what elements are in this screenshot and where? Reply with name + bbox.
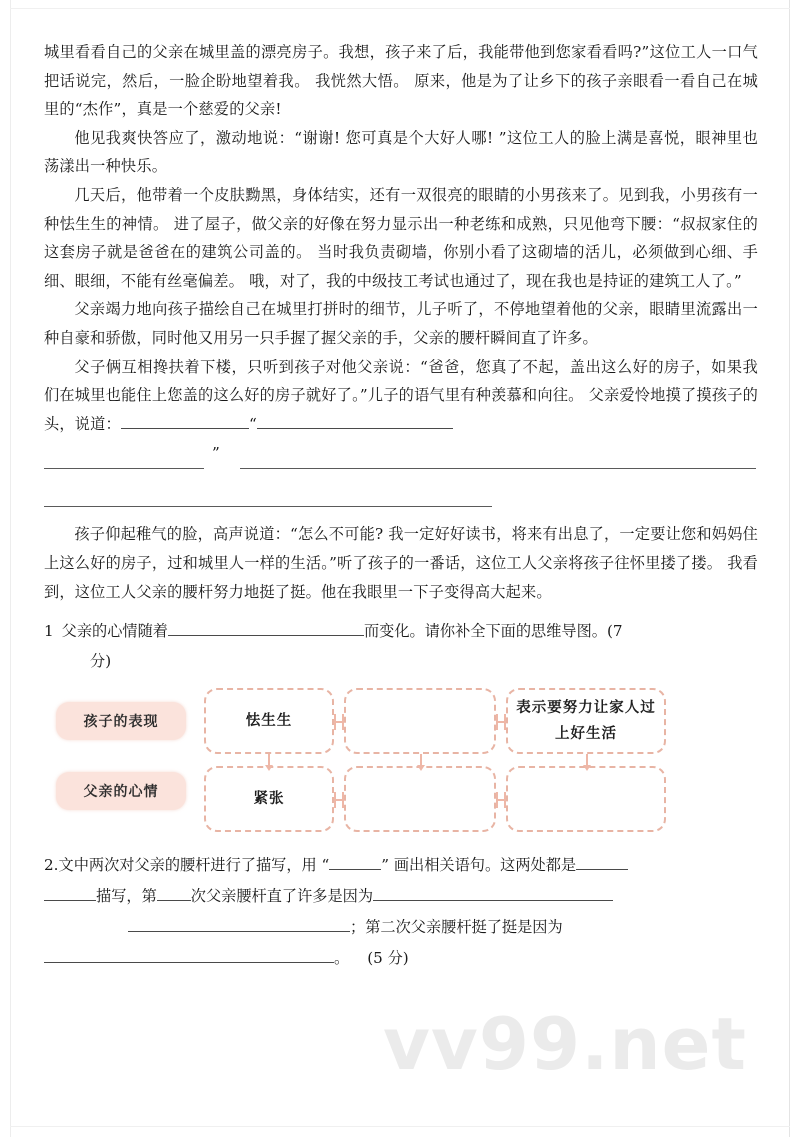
mind-map-diagram [44,688,756,840]
answer-rule[interactable] [44,468,204,469]
passage-paragraph-with-blank [44,353,758,439]
question-2-blank[interactable] [44,885,96,901]
passage-paragraph: 他见我爽快答应了，激动地说：“谢谢! 您可真是个大好人哪! ”这位工人的脸上满是喜悦，眼神里也荡漾出一种快乐。 [44,128,758,176]
question-1 [44,616,758,676]
question-2-blank[interactable] [128,916,350,932]
connector-child-2-to-3 [496,721,506,723]
question-1-text-before: 父亲的心情随着 [61,622,168,641]
close-quote: ” [212,444,220,463]
row-label-father: 父亲的心情 [56,772,186,810]
passage-paragraph: 几天后，他带着一个皮肤黝黑，身体结实，还有一双很亮的眼睛的小男孩来了。见到我，小男孩有一种怯生生的神情。 进了屋子，做父亲的好像在努力显示出一种老练和成熟，只见他弯下腰：“叔叔家住的这套房子就是爸爸在的建筑公司盖的。 当时我负责砌墙，你别小看了这砌墙的活儿，必须做到心细、手细、眼细，不能有丝毫偏差。 哦，对了，我的中级技工考试也通过了，现在我也是持证的建筑工人了。” [44,185,758,290]
passage-paragraph: 父亲竭力地向孩子描绘自己在城里打拼时的细节，儿子听了，不停地望着他的父亲，眼睛里流露出一种自豪和骄傲，同时他又用另一只手握了握父亲的手，父亲的腰杆瞬间直了许多。 [44,300,758,347]
answer-rule[interactable] [44,506,492,507]
row-label-child: 孩子的表现 [56,702,186,740]
question-2-blank[interactable] [44,947,334,963]
question-2-seg4: 次父亲腰杆直了许多是因为 [190,887,373,906]
diagram-node-child-1[interactable]: 怯生生 [204,688,334,754]
connector-father-2-to-3 [496,799,506,801]
answer-rule[interactable] [240,468,756,469]
question-2-line-4 [44,943,758,974]
question-2-line-2 [44,881,758,912]
question-1-number: 1 [44,622,54,641]
arrow-child-2-to-father-2 [420,754,422,766]
arrow-child-1-to-father-1 [268,754,270,766]
passage-paragraph: 孩子仰起稚气的脸，高声说道：“怎么不可能? 我一定好好读书，将来有出息了，一定要让您和妈妈住上这么好的房子，过和城里人一样的生活。”听了孩子的一番话，这位工人父亲将孩子往怀里搂了搂。 我看到，这位工人父亲的腰杆努力地挺了挺。他在我眼里一下子变得高大起来。 [44,525,758,601]
question-1-text-after: 而变化。请你补全下面的思维导图。(7 [363,622,623,641]
diagram-node-father-1[interactable]: 紧张 [204,766,334,832]
question-2-score: (5 分) [367,949,409,968]
question-2-seg5: ；第二次父亲腰杆挺了挺是因为 [350,918,563,937]
question-2-seg6: 。 [334,949,350,968]
question-2-blank[interactable] [373,885,613,901]
answer-blank-inline[interactable] [121,413,249,429]
question-2-line-3 [44,912,758,943]
question-2-seg3: 描写，第 [96,887,157,906]
passage-text: 父子俩互相搀扶着下楼，只听到孩子对他父亲说：“爸爸，您真了不起，盖出这么好的房子，如果我们在城里也能住上您盖的这么好的房子就好了。”儿子的语气里有种羡慕和向往。 父亲爱怜地摸了摸孩子的头，说道： [44,357,758,433]
question-2-blank[interactable] [157,885,191,901]
diagram-node-father-2[interactable] [344,766,496,832]
question-2-blank[interactable] [329,854,381,870]
passage-paragraph: 城里看看自己的父亲在城里盖的漂亮房子。我想，孩子来了后，我能带他到您家看看吗?”这位工人一口气把话说完，然后，一脸企盼地望着我。 我恍然大悟。 原来，他是为了让乡下的孩子亲眼看一看自己在城里的“杰作”，真是一个慈爱的父亲! [44,43,758,119]
question-1-blank[interactable] [168,620,364,636]
question-2-seg2: ” 画出相关语句。这两处都是 [381,856,577,875]
question-2 [44,850,758,974]
page-edge-bottom [10,1126,790,1127]
connector-father-1-to-2 [334,799,344,801]
question-2-number: 2. [44,856,59,875]
diagram-node-child-2[interactable] [344,688,496,754]
answer-blank-inline[interactable] [257,413,453,429]
answer-lines-block [44,442,758,520]
question-1-score-tail: 分) [90,652,112,671]
question-2-blank[interactable] [576,854,628,870]
diagram-node-father-3[interactable] [506,766,666,832]
site-watermark: vv99.net [383,1002,747,1086]
connector-child-1-to-2 [334,721,344,723]
open-quote: “ [248,414,257,433]
diagram-node-child-3[interactable]: 表示要努力让家人过上好生活 [506,688,666,754]
arrow-child-3-to-father-3 [586,754,588,766]
question-2-seg1: 文中两次对父亲的腰杆进行了描写，用 “ [58,856,330,875]
question-2-line-1 [44,850,758,881]
